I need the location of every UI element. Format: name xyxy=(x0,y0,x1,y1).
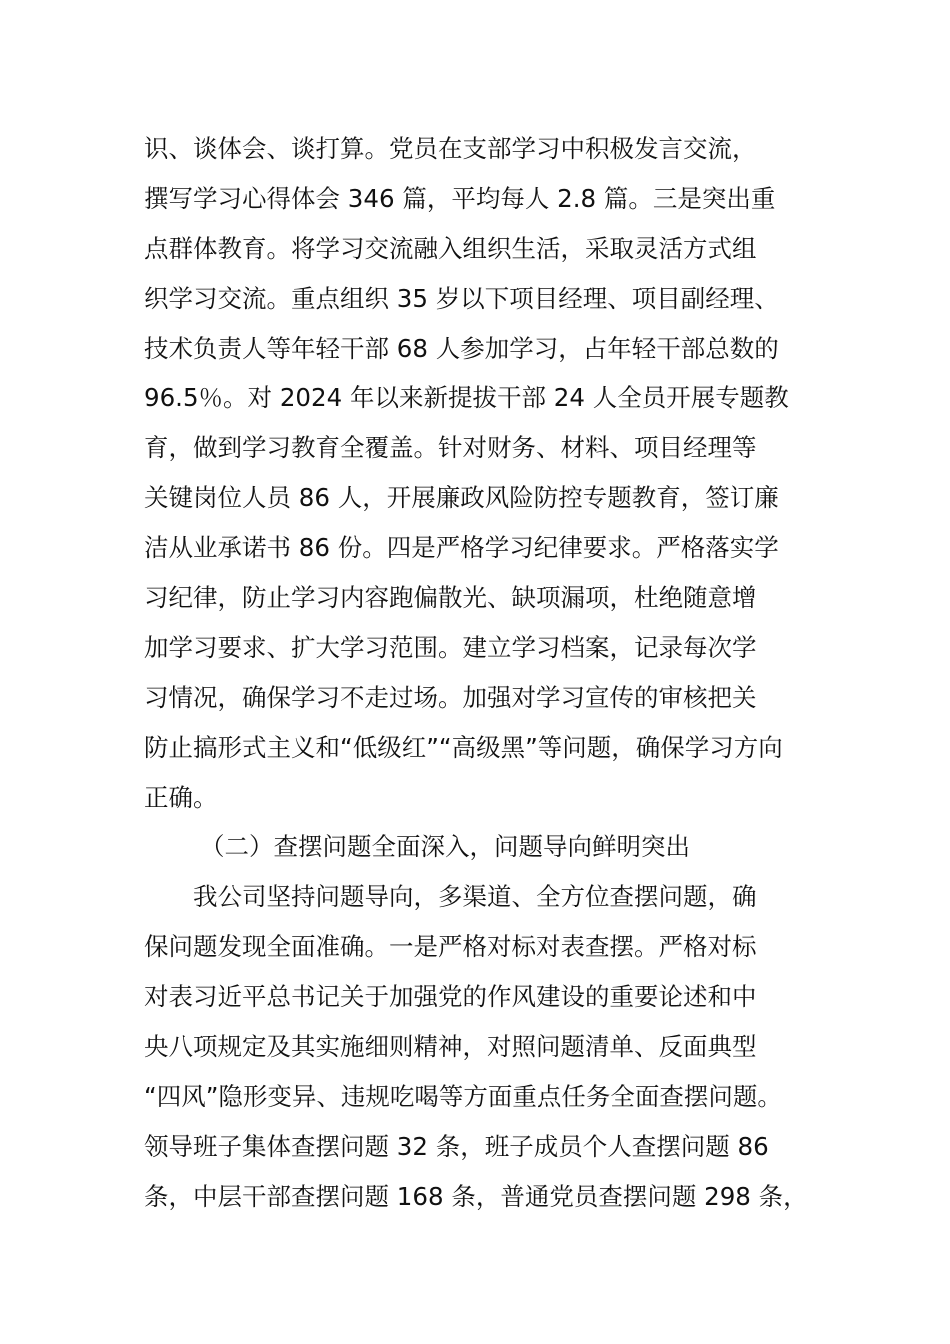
text-line: 洁从业承诺书 86 份。四是严格学习纪律要求。严格落实学 xyxy=(144,533,779,563)
text-line: 央八项规定及其实施细则精神，对照问题清单、反面典型 xyxy=(144,1032,757,1062)
text-line: 习纪律，防止学习内容跑偏散光、缺项漏项，杜绝随意增 xyxy=(144,583,757,613)
text-line: 防止搞形式主义和“低级红”“高级黑”等问题，确保学习方向 xyxy=(144,732,783,762)
text-line: 加学习要求、扩大学习范围。建立学习档案，记录每次学 xyxy=(144,632,757,662)
text-line: 识、谈体会、谈打算。党员在支部学习中积极发言交流， xyxy=(144,134,757,163)
text-line: 正确。 xyxy=(144,782,218,812)
text-line: 对表习近平总书记关于加强党的作风建设的重要论述和中 xyxy=(144,982,757,1012)
text-line: 保问题发现全面准确。一是严格对标对表查摆。严格对标 xyxy=(144,932,757,962)
paragraph-first-line: 我公司坚持问题导向，多渠道、全方位查摆问题，确 xyxy=(193,882,757,912)
text-line: 撰写学习心得体会 346 篇，平均每人 2.8 篇。三是突出重 xyxy=(144,183,776,213)
text-line: 点群体教育。将学习交流融入组织生活，采取灵活方式组 xyxy=(144,233,757,263)
text-line: 育，做到学习教育全覆盖。针对财务、材料、项目经理等 xyxy=(144,433,757,463)
text-line: 关键岗位人员 86 人，开展廉政风险防控专题教育，签订廉 xyxy=(144,483,779,513)
text-line: “四风”隐形变异、违规吃喝等方面重点任务全面查摆问题。 xyxy=(144,1081,782,1111)
body-text xyxy=(144,124,834,1222)
text-line: 96.5％。对 2024 年以来新提拔干部 24 人全员开展专题教 xyxy=(144,383,789,413)
text-line: 领导班子集体查摆问题 32 条，班子成员个人查摆问题 86 xyxy=(144,1131,769,1161)
text-line: 条，中层干部查摆问题 168 条，普通党员查摆问题 298 条， xyxy=(144,1181,808,1211)
text-line: 习情况，确保学习不走过场。加强对学习宣传的审核把关 xyxy=(144,682,757,712)
text-line: 织学习交流。重点组织 35 岁以下项目经理、项目副经理、 xyxy=(144,283,779,313)
section-heading: （二）查摆问题全面深入，问题导向鲜明突出 xyxy=(200,832,690,862)
text-line: 技术负责人等年轻干部 68 人参加学习，占年轻干部总数的 xyxy=(144,333,779,363)
